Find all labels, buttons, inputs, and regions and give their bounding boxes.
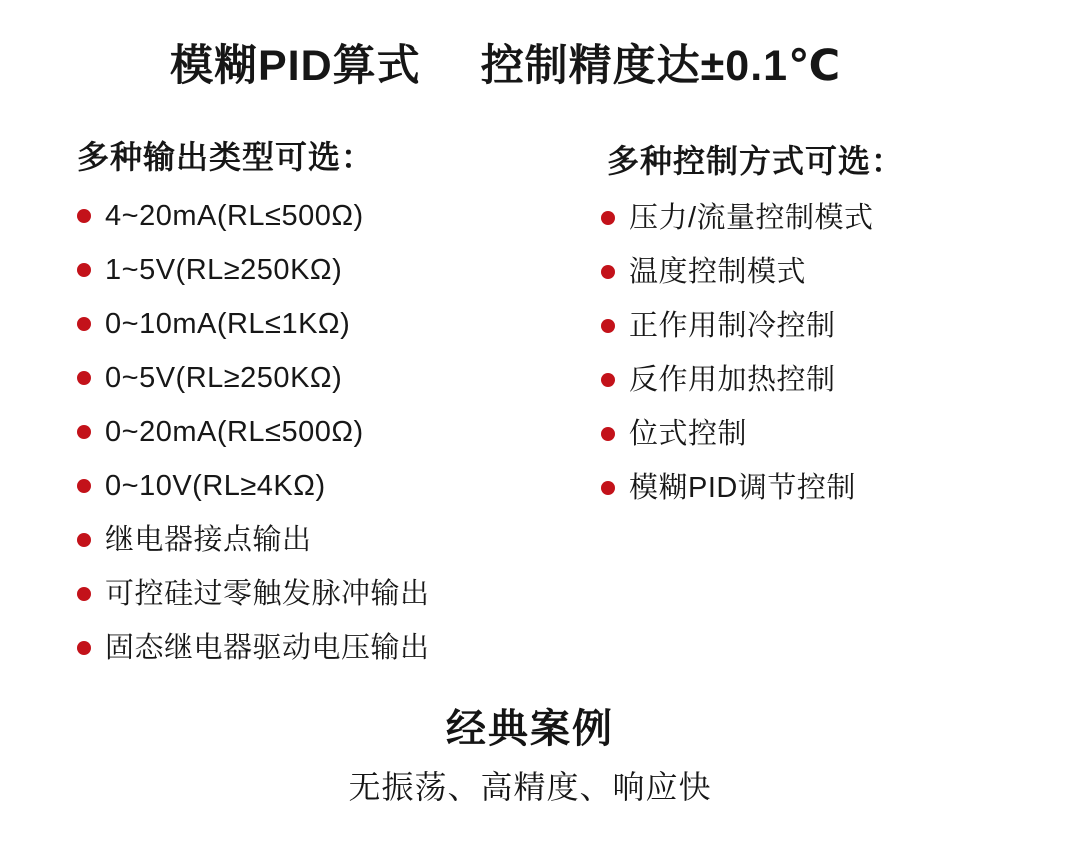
list-item [77,297,557,351]
list-item [601,407,1041,461]
bullet-dot-icon [601,265,615,279]
list-item-label: 继电器接点输出 [105,523,312,556]
list-item [77,405,557,459]
list-item [77,621,557,675]
bullet-dot-icon [601,481,615,495]
list-item-label: 0~5V(RL≥250KΩ) [105,361,343,394]
output-types-heading: 多种输出类型可选： [77,139,375,175]
list-item-label: 模糊PID调节控制 [629,471,856,504]
control-modes-list [601,191,1041,515]
bullet-dot-icon [77,533,91,547]
list-item [601,353,1041,407]
list-item-label: 位式控制 [629,417,748,450]
control-modes-heading: 多种控制方式可选： [607,143,905,179]
page-title-part-1: 模糊PID算式 [170,42,421,90]
list-item [77,567,557,621]
list-item-label: 4~20mA(RL≤500Ω) [105,199,364,232]
list-item [77,189,557,243]
bullet-dot-icon [601,211,615,225]
list-item-label: 反作用加热控制 [629,363,836,396]
page-title [170,42,841,91]
list-item-label: 0~10mA(RL≤1KΩ) [105,307,351,340]
bullet-dot-icon [601,427,615,441]
bullet-dot-icon [77,209,91,223]
list-item-label: 固态继电器驱动电压输出 [105,631,430,664]
classic-cases-section [0,704,1060,808]
list-item-label: 温度控制模式 [629,255,807,288]
classic-cases-subtitle: 无振荡、高精度、响应快 [348,769,712,805]
list-item [77,243,557,297]
list-item [77,513,557,567]
list-item [77,459,557,513]
page-title-part-2: 控制精度达±0.1℃ [480,42,842,90]
bullet-dot-icon [77,479,91,493]
list-item [601,191,1041,245]
classic-cases-title: 经典案例 [446,707,614,751]
bullet-dot-icon [601,373,615,387]
list-item-label: 0~20mA(RL≤500Ω) [105,415,364,448]
list-item [601,245,1041,299]
output-types-section [77,137,557,675]
bullet-dot-icon [601,319,615,333]
output-types-list [77,189,557,675]
bullet-dot-icon [77,371,91,385]
bullet-dot-icon [77,317,91,331]
bullet-dot-icon [77,425,91,439]
list-item-label: 压力/流量控制模式 [629,201,874,234]
bullet-dot-icon [77,263,91,277]
list-item [601,299,1041,353]
control-modes-section [601,141,1041,515]
list-item [601,461,1041,515]
bullet-dot-icon [77,641,91,655]
list-item-label: 可控硅过零触发脉冲输出 [105,577,430,610]
list-item-label: 正作用制冷控制 [629,309,836,342]
list-item [77,351,557,405]
list-item-label: 0~10V(RL≥4KΩ) [105,469,326,502]
list-item-label: 1~5V(RL≥250KΩ) [105,253,343,286]
bullet-dot-icon [77,587,91,601]
